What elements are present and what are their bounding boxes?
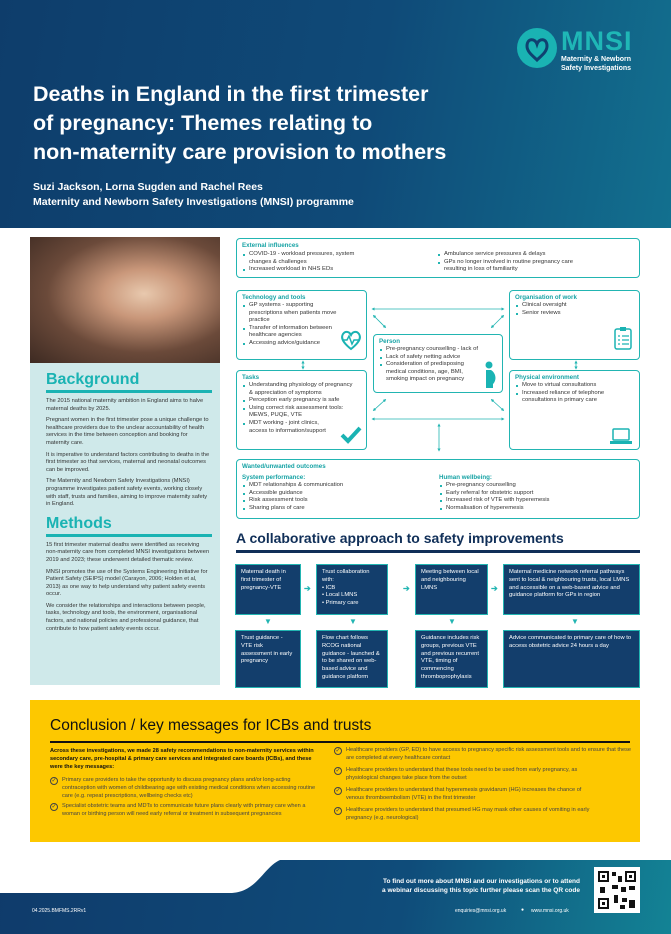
arrow-right-icon: ➔ [403,584,410,593]
list-item: GP systems - supporting prescriptions when patients move practice [242,302,342,325]
arrow [374,400,385,410]
list-item: Risk assessment tools [242,497,432,505]
list-item: Increased workload in NHS EDs [242,266,367,274]
list-item: MDT relationships & communication [242,482,432,490]
collab-title: A collaborative approach to safety improvements [236,530,564,546]
list-item: Move to virtual consultations [515,382,634,390]
list-item: Lack of safety netting advice [379,354,489,362]
flow-box: Advice communicated to primary care of how to access obstetric advice 24 hours a day [503,630,640,688]
list-item: Accessible guidance [242,490,432,498]
paragraph: Pregnant women in the first trimester pose a unique challenge to healthcare providers due to the unclear accountability of health services in the time between conception and booking for maternity care. [46,417,209,446]
human-wellbeing-title: Human wellbeing: [439,474,492,481]
conclusion-panel [30,700,640,842]
message-text: Healthcare providers to understand that presumed HG may mask other causes of vomiting in early pregnancy (e.g. neurological) [346,807,590,821]
key-message [334,747,634,763]
footer-curve [0,858,290,898]
methods-heading: Methods [46,515,212,537]
box-title: Tasks [242,374,260,381]
logo-text: MNSI [561,26,633,56]
list-item: Pre-pregnancy counselling [439,482,629,490]
flow-box: Maternal medicine network referral pathways sent to local & neighbouring trusts, local LMNS and accessible on a web-based advice and guidance platform for GPs in region [503,564,640,615]
arrow-down-icon: ▼ [349,617,357,626]
list-item: Perception early pregnancy is safe [242,397,354,405]
list-item: Normalisation of hyperemesis [439,505,629,513]
message-text: Healthcare providers to understand that these tools need to be used from early pregnancy, as physiological changes take place from the outset [346,767,578,781]
list-item: MDT working - joint clinics, access to information/support [242,420,327,435]
key-message [334,767,594,783]
list-item: Transfer of information between healthcare agencies [242,325,342,340]
reference-code: 04.2025.BMFMS.2RRv1 [32,908,87,914]
box-title: External influences [242,242,299,249]
divider [236,550,640,553]
arrow-right-icon: ➔ [304,584,311,593]
list-item: Increased reliance of telephone consultations in primary care [515,390,634,405]
key-message [50,777,320,800]
flow-box: Trust guidance - VTE risk assessment in early pregnancy [235,630,301,688]
cta-line: a webinar discussing this topic further please scan the QR code [382,887,580,894]
box-title: Technology and tools [242,294,306,301]
check-circle-icon: ✓ [51,778,57,784]
flow-box: Maternal death in first trimester of pregnancy-VTE [235,564,301,615]
title-line: non-maternity care provision to mothers [33,140,447,164]
check-circle-icon: ✓ [335,808,341,814]
programme: Maternity and Newborn Safety Investigations (MNSI) programme [33,196,354,208]
website-link[interactable]: www.mnsi.org.uk [531,908,569,914]
conclusion-intro: Across these investigations, we made 28 safety recommendations to non-maternity services within secondary care, pre-hospital & primary care services and integrated care boards (ICBs), and these were the key messages: [50,748,314,770]
list-item: Ambulance service pressures & delays [437,251,587,259]
list-item: GPs no longer involved in routine pregnancy care resulting in loss of familiarity [437,259,587,274]
divider [50,741,630,743]
system-performance-title: System performance: [242,474,306,481]
box-title: Person [379,338,400,345]
arrow [374,316,385,327]
title-line: of pregnancy: Themes relating to [33,111,373,135]
message-text: Primary care providers to take the opportunity to discuss pregnancy plans and/or long-acting contraception with women of childbearing age with existing medical conditions when accessing routine care (e.g. repeat prescriptions, wellbeing checks etc) [62,777,316,799]
check-circle-icon: ✓ [335,788,341,794]
paragraph: We consider the relationships and interactions between people, tasks, technology and tools, the environment, organisational factors, and national policies and professional guidance, that contribute to how patient safety events occur. [46,602,206,632]
arrow-down-icon: ▼ [571,617,579,626]
list-item: COVID-19 - workload pressures, system changes & challenges [242,251,367,266]
message-text: Healthcare providers (GP, ED) to have access to pregnancy specific risk assessment tools and to ensure that these are completed at every healthcare contact [346,747,632,761]
flow-box: Trust collaboration with: • ICB • Local LMNS • Primary care [316,564,388,615]
list-item: Clinical oversight [515,302,634,310]
list-item: Using correct risk assessment tools: MEWS, PUQE, VTE [242,405,354,420]
paragraph: The Maternity and Newborn Safety Investigations (MNSI) programme investigates patient safety events, working closely with staff, trusts and families, aiming to improve maternity safety in England. [46,478,208,508]
authors: Suzi Jackson, Lorna Sugden and Rachel Rees [33,181,263,193]
check-circle-icon: ✓ [335,748,341,754]
globe-icon: ● [521,907,525,913]
qr-code[interactable] [594,867,640,913]
key-message [50,803,320,819]
background-heading: Background [46,371,212,393]
footer-cta [340,877,580,895]
message-text: Healthcare providers to understand that hyperemesis gravidarum (HG) increases the chance of venous thromboembolism (VTE) in the first trimester [346,787,582,801]
flow-box: Guidance includes risk groups, previous VTE and previous recurrent VTE, timing of commencing thromboprophylaxis [415,630,488,688]
box-title: Organisation of work [515,294,577,301]
check-circle-icon: ✓ [335,768,341,774]
list-item: Sharing plans of care [242,505,432,513]
conclusion-title: Conclusion / key messages for ICBs and trusts [50,717,372,734]
arrow-down-icon: ▼ [264,617,272,626]
list-item: Consideration of predisposing medical conditions, age, BMI, smoking impact on pregnancy [379,361,474,384]
paragraph: It is imperative to understand factors contributing to deaths in the first trimester so that services, maternal and neonatal outcomes can be improved. [46,451,210,473]
paragraph: The 2015 national maternity ambition in England aims to halve maternal deaths by 2025. [46,398,204,412]
arrow [492,316,503,327]
arrow [492,400,503,410]
flow-box: Flow chart follows RCOG national guidance - launched & to be shared on web-based advice and guidance platform [316,630,388,688]
check-circle-icon: ✓ [51,804,57,810]
box-title: Wanted/unwanted outcomes [242,463,326,470]
list-item: Increased risk of VTE with hyperemesis [439,497,629,505]
paragraph: MNSI promotes the use of the Systems Engineering Initiative for Patient Safety (SEIPS) model (Carayon, 2006; Holden et al, 2013) as one way to help understand why patient safety events occur. [46,568,208,598]
message-text: Specialist obstetric teams and MDTs to communicate future plans clearly with primary care when a woman or birthing person will need early referral or treatment in subsequent pregnancies [62,803,306,817]
email-link[interactable]: enquiries@mnsi.org.uk [455,908,507,914]
list-item: Pre-pregnancy counselling - lack of [379,346,489,354]
list-item: Early referral for obstetric support [439,490,629,498]
footer [0,860,671,934]
arrow-right-icon: ➔ [491,584,498,593]
key-message [334,807,596,823]
list-item: Accessing advice/guidance [242,340,342,348]
logo-subtitle: Safety Investigations [561,64,632,72]
box-title: Physical environment [515,374,579,381]
arrow-down-icon: ▼ [448,617,456,626]
list-item: Senior reviews [515,310,634,318]
list-item: Understanding physiology of pregnancy & appreciation of symptoms [242,382,354,397]
logo-subtitle: Maternity & Newborn [561,56,632,63]
title-line: Deaths in England in the first trimester [33,82,429,106]
key-message [334,787,596,803]
paragraph: 15 first trimester maternal deaths were identified as receiving non-maternity care from completed MNSI investigations between 2019 and 2023; these underwent detailed thematic review. [46,541,210,563]
flow-box: Meeting between local and neighbouring LMNS [415,564,488,615]
cta-line: To find out more about MNSI and our investigations or to attend [382,878,580,885]
